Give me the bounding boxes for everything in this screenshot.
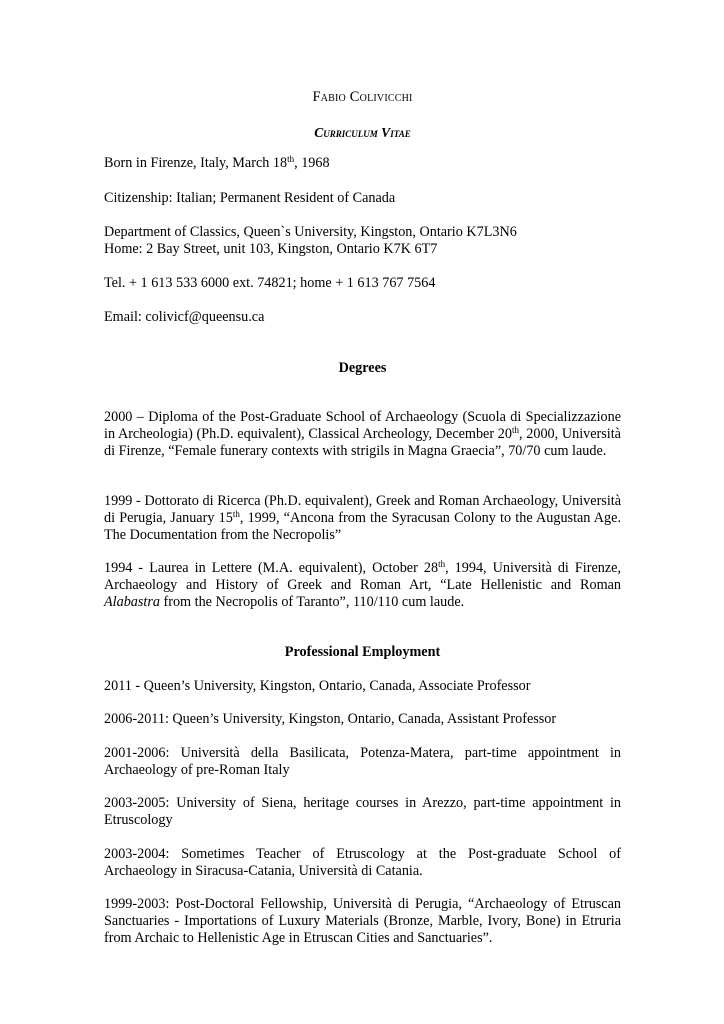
degree-1994-text-end: from the Necropolis of Taranto”, 110/110 cum laude.	[159, 594, 465, 610]
degree-1994-sup: th	[438, 559, 446, 569]
degree-1994-text: 1994 - Laurea in Lettere (M.A. equivalent), October 28	[104, 560, 439, 576]
degree-1994	[104, 560, 621, 611]
degree-2000	[104, 409, 621, 460]
degree-1999-text-end: , 1999, “Ancona from the Syracusan Colony to the Augustan Age. The Documentation from the Necropolis”	[104, 510, 621, 543]
birth-info	[104, 155, 621, 172]
degree-1994-text-mid: , 1994, Università di Firenze, Archaeology and History of Greek and Roman Art, “Late Hellenistic and Roman	[104, 560, 621, 593]
citizenship: Citizenship: Italian; Permanent Resident of Canada	[104, 190, 396, 206]
degree-1994-italic: Alabastra	[104, 594, 160, 610]
employment-item: 2003-2004: Sometimes Teacher of Etruscology at the Post-graduate School of Archaeology in Siracusa-Catania, Università di Catania.	[104, 846, 621, 879]
degree-2000-text-end: , 2000, Università di Firenze, “Female funerary contexts with strigils in Magna Graecia”, 70/70 cum laude.	[104, 426, 621, 459]
employment-item: 1999-2003: Post-Doctoral Fellowship, Università di Perugia, “Archaeology of Etruscan Sanctuaries - Importations of Luxury Materials (Bronze, Marble, Ivory, Bone) in Etruria from Archaic to Hellenistic Age in Etruscan Cities and Sanctuaries”.	[104, 896, 621, 946]
degree-1999	[104, 493, 621, 544]
author-name: Fabio Colivicchi	[312, 89, 413, 105]
document-subtitle: Curriculum Vitae	[314, 125, 411, 140]
telephone: Tel. + 1 613 533 6000 ext. 74821; home + 1 613 767 7564	[104, 275, 436, 291]
birth-text: Born in Firenze, Italy, March 18	[104, 155, 288, 171]
email: Email: colivicf@queensu.ca	[104, 309, 265, 325]
employment-item: 2001-2006: Università della Basilicata, Potenza-Matera, part-time appointment in Archaeology of pre-Roman Italy	[104, 745, 621, 778]
degree-1999-sup: th	[232, 509, 240, 519]
employment-item: 2006-2011: Queen’s University, Kingston, Ontario, Canada, Assistant Professor	[104, 711, 557, 727]
department-address: Department of Classics, Queen`s University, Kingston, Ontario K7L3N6	[104, 224, 517, 240]
degree-2000-sup: th	[511, 425, 519, 435]
degree-2000-text: 2000 – Diploma of the Post-Graduate School of Archaeology (Scuola di Specializzazione in Archeologia) (Ph.D. equivalent), Classical Archeology, December 20	[104, 409, 621, 442]
degrees-heading: Degrees	[338, 360, 387, 376]
birth-year: , 1968	[294, 155, 330, 171]
employment-heading: Professional Employment	[284, 644, 441, 660]
employment-item: 2011 - Queen’s University, Kingston, Ontario, Canada, Associate Professor	[104, 678, 531, 694]
degree-1999-text: 1999 - Dottorato di Ricerca (Ph.D. equivalent), Greek and Roman Archaeology, Università di Perugia, January 15	[104, 493, 621, 526]
birth-sup: th	[287, 154, 295, 164]
employment-item: 2003-2005: University of Siena, heritage courses in Arezzo, part-time appointment in Etruscology	[104, 795, 621, 828]
home-address: Home: 2 Bay Street, unit 103, Kingston, Ontario K7K 6T7	[104, 241, 438, 257]
